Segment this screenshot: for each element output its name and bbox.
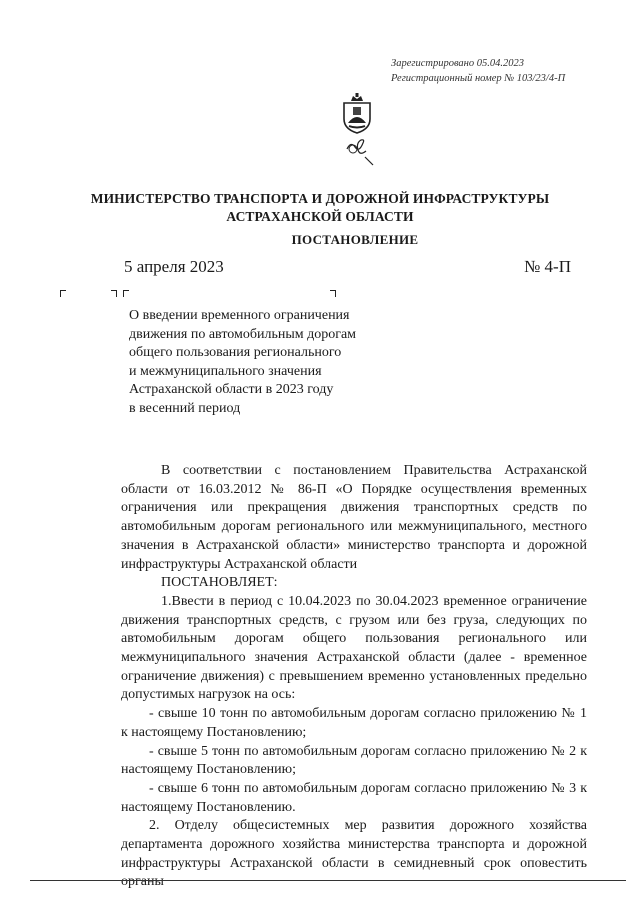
- ministry-title: [0, 190, 640, 226]
- item-2-paragraph: 2. Отделу общесистемных мер развития дорожного хозяйства департамента дорожного хозяйства министерства транспорта и дорожной инфраструктуры Астраханской области в семидневный срок оповестить органы: [121, 818, 587, 890]
- subject-bracket-right: [330, 290, 336, 297]
- subject-line: Астраханской области в 2023 году: [129, 382, 334, 398]
- coat-of-arms-emblem-icon: [339, 93, 375, 169]
- document-subject: [129, 307, 356, 419]
- ministry-title-line2: АСТРАХАНСКОЙ ОБЛАСТИ: [226, 209, 414, 224]
- subject-line: общего пользования регионального: [129, 345, 342, 361]
- registration-stamp: [391, 56, 565, 86]
- page-bottom-rule: [30, 880, 626, 881]
- resolves-heading: ПОСТАНОВЛЯЕТ:: [161, 575, 278, 591]
- margin-bracket-right: [111, 290, 117, 297]
- margin-bracket-left: [60, 290, 66, 297]
- document-body: [121, 462, 587, 892]
- subject-line: и межмуниципального значения: [129, 363, 322, 379]
- document-number: № 4-П: [524, 257, 571, 276]
- bullet-paragraph: - свыше 10 тонн по автомобильным дорогам согласно приложению № 1 к настоящему Постановлению;: [121, 706, 587, 740]
- registration-number: Регистрационный номер № 103/23/4-П: [391, 73, 566, 84]
- subject-line: в весенний период: [129, 400, 241, 416]
- document-type: ПОСТАНОВЛЕНИЕ: [291, 232, 419, 247]
- ministry-title-line1: МИНИСТЕРСТВО ТРАНСПОРТА И ДОРОЖНОЙ ИНФРАСТРУКТУРЫ: [90, 191, 550, 206]
- bullet-paragraph: - свыше 5 тонн по автомобильным дорогам согласно приложению № 2 к настоящему Постановлению;: [121, 743, 587, 778]
- subject-line: движения по автомобильным дорогам: [129, 326, 357, 342]
- preamble-paragraph: В соответствии с постановлением Правительства Астраханской области от 16.03.2012 № 86-П «О Порядке осуществления временных ограничения или прекращения движения транспортных средств по автомобильным дорогам регионального или межмуниципального, местного значения в Астраханской области» министерство транспорта и дорожной инфраструктуры Астраханской области: [121, 463, 587, 572]
- registration-date: Зарегистрировано 05.04.2023: [391, 58, 525, 69]
- item-1-paragraph: 1.Ввести в период с 10.04.2023 по 30.04.2023 временное ограничение движения транспортных средств, с грузом или без груза, следующих по автомобильным дорогам общего пользования регионального или межмуниципального значения Астраханской области (далее - временное ограничение движения) с превышением временно установленных предельно допустимых нагрузок на ось:: [121, 593, 587, 703]
- subject-line: О введении временного ограничения: [129, 308, 350, 323]
- subject-bracket-left: [123, 290, 129, 297]
- bullet-paragraph: - свыше 6 тонн по автомобильным дорогам согласно приложению № 3 к настоящему Постановлению.: [121, 780, 587, 815]
- document-date: 5 апреля 2023: [124, 257, 224, 276]
